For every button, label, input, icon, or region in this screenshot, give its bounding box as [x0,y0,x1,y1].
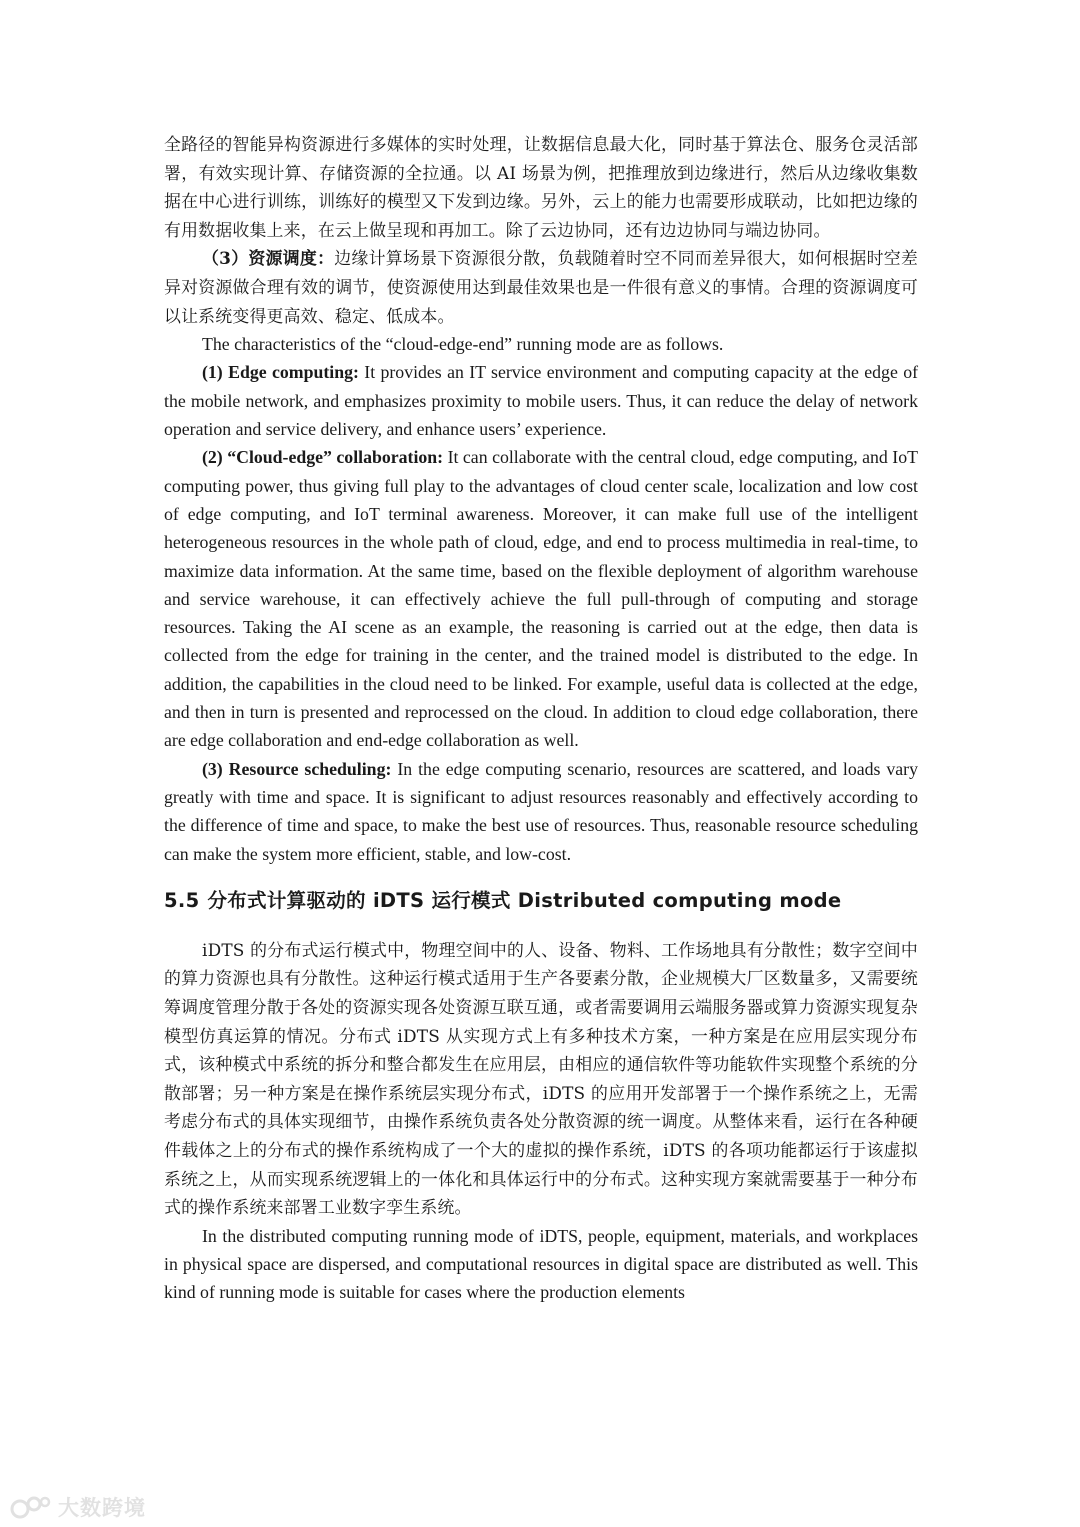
brand-logo-icon [10,1494,52,1520]
paragraph-en-edge-computing [164,358,918,443]
paragraph-en-cloud-edge [164,443,918,754]
watermark-text: 大数跨境 [58,1496,146,1520]
en-item-2-text: It can collaborate with the central cloud, edge computing, and IoT computing power, thus giving full play to the advantages of cloud center scale, localization and low cost of edge computing, and IoT terminal awareness. Moreover, it can make full use of the intelligent heterogeneous resources in the whole path of cloud, edge, and end to process multimedia in real-time, to maximize data information. At the same time, based on the flexible deployment of algorithm warehouse and service warehouse, it can effectively achieve the full pull-through of computing and storage resources. Taking the AI scene as an example, the reasoning is carried out at the edge, then data is collected from the edge for training in the center, and the trained model is distributed to the edge. In addition, the capabilities in the cloud need to be linked. For example, useful data is collected at the edge, and then in turn is presented and reprocessed on the cloud. In addition to cloud edge collaboration, there are edge collaboration and end-edge collaboration as well. [164,447,918,751]
en-item-3-text: In the edge computing scenario, resources are scattered, and loads vary greatly with time and space. It is significant to adjust resources reasonably and effectively according to the difference of time and space, to make the best use of resources. Thus, reasonable resource scheduling can make the system more efficient, stable, and low-cost. [164,758,918,864]
en-item-1-text: It provides an IT service environment and computing capacity at the edge of the mobile network, and emphasizes proximity to mobile users. Thus, it can reduce the delay of network operation and service delivery, and enhance users’ experience. [164,362,918,440]
document-body [164,130,918,1307]
paragraph-zh-resource-scheduling [164,244,918,330]
watermark [10,1487,146,1527]
paragraph-zh-distributed: iDTS 的分布式运行模式中，物理空间中的人、设备、物料、工作场地具有分散性；数字空间中的算力资源也具有分散性。这种运行模式适用于生产各要素分散，企业规模大厂区数量多，又需要统筹调度管理分散于各处的资源实现各处资源互联互通，或者需要调用云端服务器或算力资源实现复杂模型仿真运算的情况。分布式 iDTS 从实现方式上有多种技术方案，一种方案是在应用层实现分布式，该种模式中系统的拆分和整合都发生在应用层，由相应的通信软件等功能软件实现整个系统的分散部署；另一种方案是在操作系统层实现分布式，iDTS 的应用开发部署于一个操作系统之上，无需考虑分布式的具体实现细节，由操作系统负责各处分散资源的统一调度。从整体来看，运行在各种硬件载体之上的分布式的操作系统构成了一个大的虚拟的操作系统，iDTS 的各项功能都运行于该虚拟系统之上，从而实现系统逻辑上的一体化和具体运行中的分布式。这种实现方案就需要基于一种分布式的操作系统来部署工业数字孪生系统。 [164,939,918,1218]
paragraph-en-distributed: In the distributed computing running mode of iDTS, people, equipment, materials, and workplaces in physical space are dispersed, and computational resources in digital space are distributed as well. This kind of running mode is suitable for cases where the production elements [164,1225,918,1303]
zh-item-3-text: 边缘计算场景下资源很分散，负载随着时空不同而差异很大，如何根据时空差异对资源做合理有效的调节，使资源使用达到最佳效果也是一件很有意义的事情。合理的资源调度可以让系统变得更高效、稳定、低成本。 [164,248,919,326]
en-item-2-label: (2) “Cloud-edge” collaboration: [202,447,444,468]
en-item-1-label: (1) Edge computing: [202,362,359,383]
section-heading [164,886,918,916]
paragraph-en-resource-scheduling [164,755,918,868]
section-number: 5.5 [164,888,200,912]
paragraph-zh-continued: 全路径的智能异构资源进行多媒体的实时处理，让数据信息最大化，同时基于算法仓、服务仓灵活部署，有效实现计算、存储资源的全拉通。以 AI 场景为例，把推理放到边缘进行，然后从边缘收集数据在中心进行训练，训练好的模型又下发到边缘。另外，云上的能力也需要形成联动，比如把边缘的有用数据收集上来，在云上做呈现和再加工。除了云边协同，还有边边协同与端边协同。 [164,134,918,240]
section-title: 分布式计算驱动的 iDTS 运行模式 Distributed computing mode [207,888,842,912]
zh-item-3-label: （3）资源调度： [202,248,335,269]
en-item-3-label: (3) Resource scheduling: [202,758,392,779]
paragraph-en-intro: The characteristics of the “cloud-edge-end” running mode are as follows. [202,334,724,355]
